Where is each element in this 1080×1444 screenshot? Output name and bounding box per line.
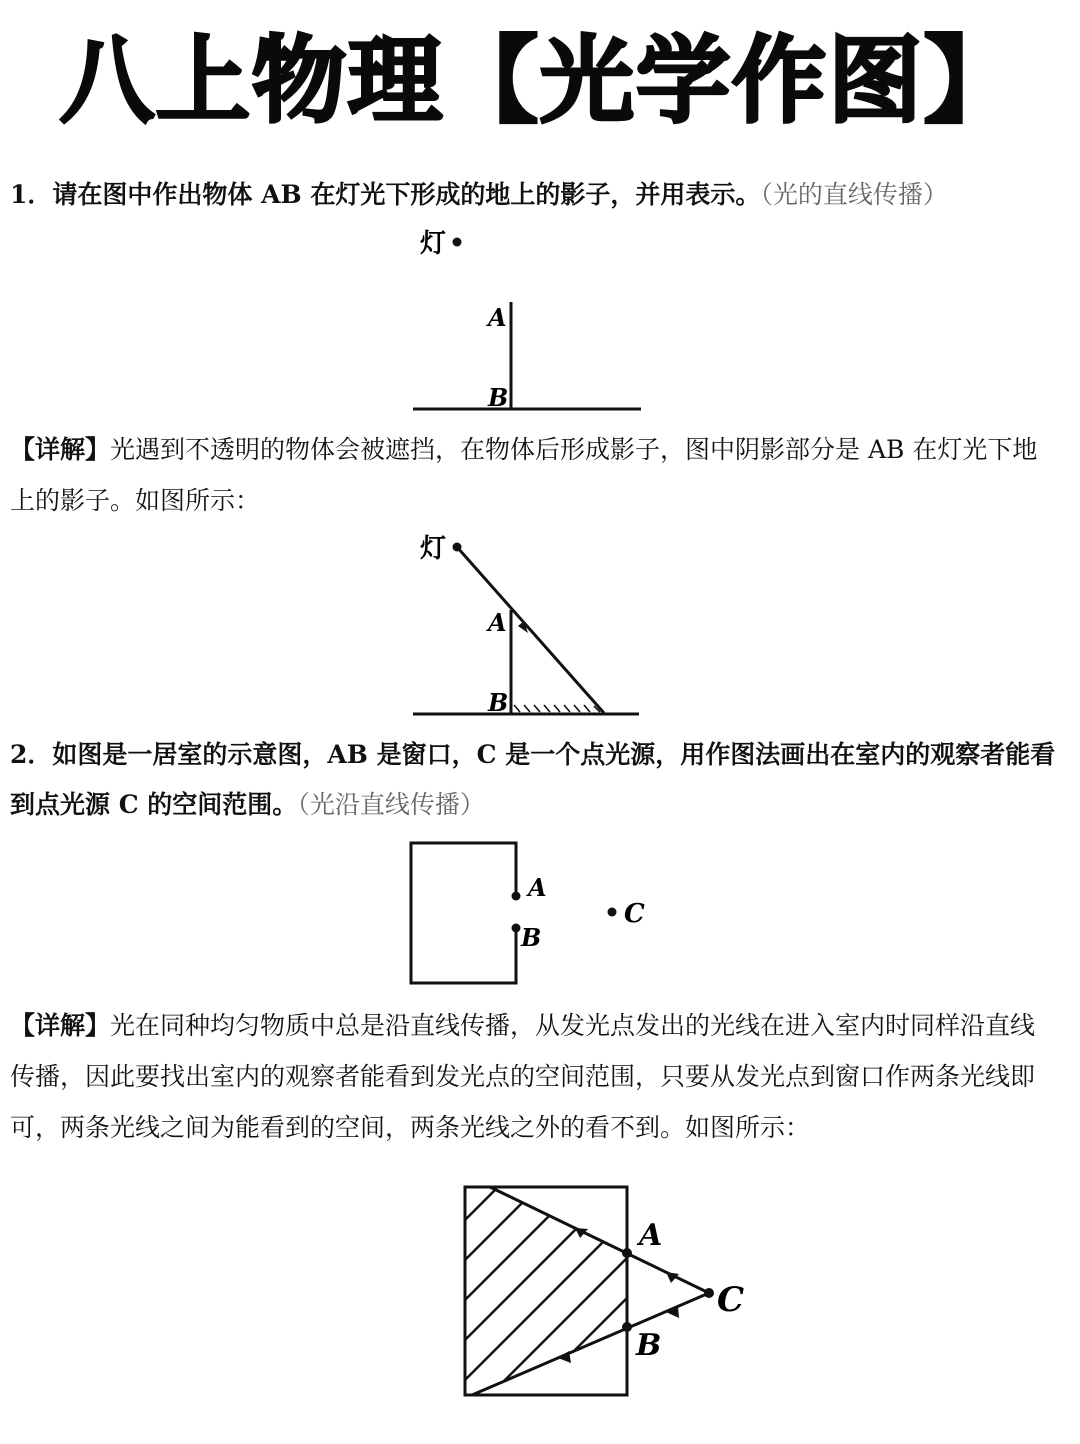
label-a: A	[488, 303, 507, 332]
explanation-1	[10, 424, 1050, 526]
light-ray	[457, 547, 604, 713]
lamp-point	[453, 238, 462, 247]
window-point-a	[512, 892, 521, 901]
label-b: B	[636, 1328, 662, 1363]
figure-1-answer	[400, 525, 660, 725]
window-point-b	[512, 924, 521, 933]
label-c: C	[624, 899, 645, 929]
label-a: A	[639, 1218, 663, 1253]
question-2-text: 2．如图是一居室的示意图，AB 是窗口，C 是一个点光源，用作图法画出在室内的观察者能看到点光源 C 的空间范围。	[10, 740, 1056, 819]
question-1-hint: （光的直线传播）	[760, 180, 948, 209]
explanation-1-tag: 【详解】	[10, 435, 111, 464]
label-b: B	[488, 688, 509, 717]
question-1	[10, 170, 1070, 220]
question-2	[10, 730, 1070, 830]
label-a: A	[528, 873, 547, 902]
label-b: B	[521, 923, 542, 952]
shadow-hatching	[514, 705, 600, 712]
question-1-text: 1．请在图中作出物体 AB 在灯光下形成的地上的影子，并用表示。	[10, 180, 761, 209]
explanation-2	[10, 1000, 1050, 1153]
lamp-label: 灯	[420, 534, 447, 564]
explanation-1-text: 光遇到不透明的物体会被遮挡，在物体后形成影子，图中阴影部分是 AB 在灯光下地上的影子。如图所示：	[10, 435, 1038, 515]
window-point-b	[622, 1322, 632, 1332]
light-source-c	[704, 1288, 714, 1298]
light-source-c	[608, 908, 617, 917]
label-b: B	[488, 383, 509, 412]
ray-b-arrow-inside	[558, 1351, 571, 1363]
question-2-hint: （光沿直线传播）	[297, 790, 485, 819]
lamp-label: 灯	[420, 229, 447, 259]
window-point-a	[622, 1248, 632, 1258]
label-a: A	[488, 608, 507, 637]
page-title: 八上物理【光学作图】	[59, 27, 1020, 136]
figure-1-question	[400, 220, 660, 420]
explanation-2-tag: 【详解】	[10, 1011, 111, 1040]
explanation-2-text: 光在同种均匀物质中总是沿直线传播，从发光点发出的光线在进入室内时同样沿直线传播，因此要找出室内的观察者能看到发光点的空间范围，只要从发光点到窗口作两条光线即可，两条光线之间为能看到的空间，两条光线之外的看不到。如图所示：	[10, 1011, 1036, 1142]
figure-2-answer	[455, 1175, 765, 1405]
room-outline	[411, 843, 516, 983]
figure-2-question	[400, 830, 660, 990]
label-c: C	[717, 1280, 745, 1320]
